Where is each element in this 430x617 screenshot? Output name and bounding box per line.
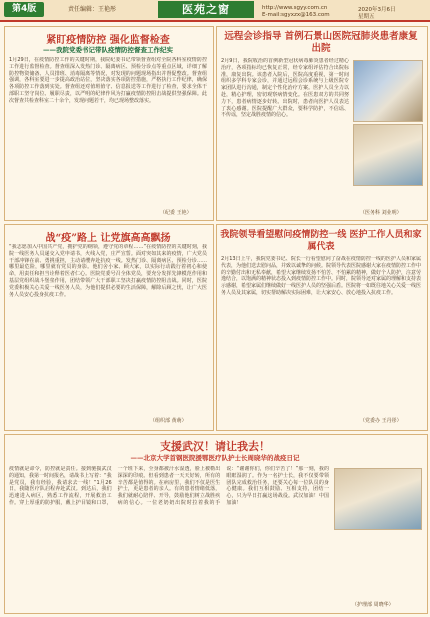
article-5-photo xyxy=(334,468,422,530)
article-2-body: 2月9日，我院收治的首例新型冠状病毒肺炎患者经过精心治疗，各项指标均已恢复正常，经专家组评估符合出院标准，康复出院。该患者入院后，医院高度重视，第一时间组织多学科专家会诊，并通过远程会诊系统与上级医院专家团队进行沟通，制定个性化治疗方案。医护人员全力以赴，精心护理，密切观察病情变化。在医患双方的共同努力下，患者病情逐步好转。出院时，患者向医护人员表达了衷心感谢。医院提醒广大群众，要科学防护，不信谣、不传谣，坚定战胜疫情的信心。 xyxy=(221,58,349,119)
article-5-subtitle: ——北京大学首钢医院援鄂医疗队护士长周晓华的战疫日记 xyxy=(130,454,300,462)
article-1-subtitle: ——我院党委书记带队疫情防控督查工作纪实 xyxy=(43,46,173,54)
page-label: 第4版 xyxy=(4,2,44,17)
article-5-body: 疫情就是命令，防控就是责任。接到驰援武汉的通知，我第一时间报名，请战书上写着：“我是党员，我有经验，我请求去一线！”1月26日，我随医疗队启程奔赴武汉。到达后，我们迅速进入病区，熟悉工作流程，开展救治工作。穿上厚重的防护服，戴上护目镜和口罩，一个班下来，全身都被汗水湿透，脸上被勒出深深的印痕。但看到患者一天天好转，所有的辛苦都是值得的。在病房里，我们不仅是医生护士，更是患者的亲人。有的患者情绪低落，我们就耐心陪伴、开导，鼓励他们树立战胜疾病的信心。一位老奶奶出院时拉着我的手说：“谢谢你们，你们辛苦了！”那一刻，我的眼眶湿润了。作为一名护士长，我不仅要带领团队完成救治任务，还要关心每一位队员的身心健康。我们互相鼓励、互相支持，团结一心，只为早日打赢这场战役。武汉加油！中国加油！ xyxy=(9,466,329,506)
email-address[interactable]: E-mail:sgyxzx@163.com xyxy=(262,12,330,18)
article-2-photo xyxy=(353,60,423,122)
article-3-title: 战“疫”路上 让党旗高高飘扬 xyxy=(45,233,171,244)
issue-date: 2020年3月6日 xyxy=(358,7,396,13)
article-4-byline: （党委办 王丹彤） xyxy=(360,418,402,424)
article-2-photo-2 xyxy=(353,124,423,186)
article-4-body: 2月13日上午，我院党委书记、院长一行看望慰问了奋战在疫情防控一线的医护人员和家属代表，为他们送去慰问品，并致以诚挚的问候。院领导代表医院感谢大家在疫情防控工作中的辛勤付出和无私奉献，希望大家继续发扬不怕苦、不怕累的精神，做好个人防护，注意劳逸结合，以饱满的精神状态投入到疫情防控工作中。同时，院领导还对家属的理解和支持表示感谢，希望家属们继续做好一线医护人员的坚强后盾。医院将一如既往地关心关爱一线医务人员及其家属，切实帮助解决实际困难，让大家安心、放心地投入抗疫工作。 xyxy=(221,256,421,296)
article-3-byline: （组织部 黄萌） xyxy=(150,418,187,424)
article-2-byline: （医务科 刘业明） xyxy=(360,210,402,216)
issue-weekday: 星期五 xyxy=(358,14,375,20)
article-2-title: 远程会诊指导 首例石景山医院冠肺炎患者康复出院 xyxy=(224,31,418,54)
article-5-title: 支援武汉！请让我去！ xyxy=(160,440,270,453)
page-header xyxy=(0,0,430,22)
article-1-title: 紧盯疫情防控 强化监督检查 xyxy=(46,35,170,46)
article-5-byline: （护理部 周晓华） xyxy=(352,602,394,608)
masthead-title: 医苑之窗 xyxy=(158,1,254,18)
editor-credit: 责任编辑：王艳彤 xyxy=(68,6,117,13)
article-1-body: 1月29日，在疫情防控工作的关键时期，我院纪委书记带领督查组对全院各科室疫情防控工作进行监督检查。督查组深入发热门诊、隔离病区、预检分诊点等重点区域，详细了解防控物资储备、人员排班、消毒隔离等情况，对发现的问题现场指出并督促整改。督查组强调，各科室要进一步提高政治站位，坚决落实各项防控措施，严格执行工作纪律，确保各项防控工作落到实处。督查组还对值班值守、信息报送等工作进行了检查，要求全体干部职工坚守岗位、履职尽责，以严明的纪律作风为打赢疫情防控阻击战提供坚强保障。此次督查共检查科室二十余个，发现问题若干，均已现场整改落实。 xyxy=(9,57,207,104)
article-4-title: 我院领导看望慰问疫情防控一线 医护工作人员和家属代表 xyxy=(220,230,422,252)
website-url[interactable]: http://www.sgyy.com.cn xyxy=(262,5,328,11)
article-1-byline: （纪委 王艳） xyxy=(160,210,192,216)
article-3-body: “我志愿加入中国共产党，拥护党的纲领，遵守党的章程……”在疫情防控的关键时刻，我院一线医务人员递交入党申请书，火线入党，庄严宣誓。面对突如其来的疫情，广大党员干部冲锋在前、勇挑重担，主动请缨奔赴抗疫一线。发热门诊、隔离病区、预检分诊……哪里最危险，哪里就有党员的身影。他们舍小家、顾大家，以实际行动践行着初心和使命，用责任和担当诠释着医者仁心。医院党委号召全体党员，要充分发挥先锋模范作用和基层党组织战斗堡垒作用，团结带领广大干部职工坚决打赢疫情防控阻击战。同时，医院党委积极关心关爱一线医务人员，为他们提供必要的生活保障，解除后顾之忧，让广大医务人员安心投身抗疫工作。 xyxy=(9,244,207,298)
